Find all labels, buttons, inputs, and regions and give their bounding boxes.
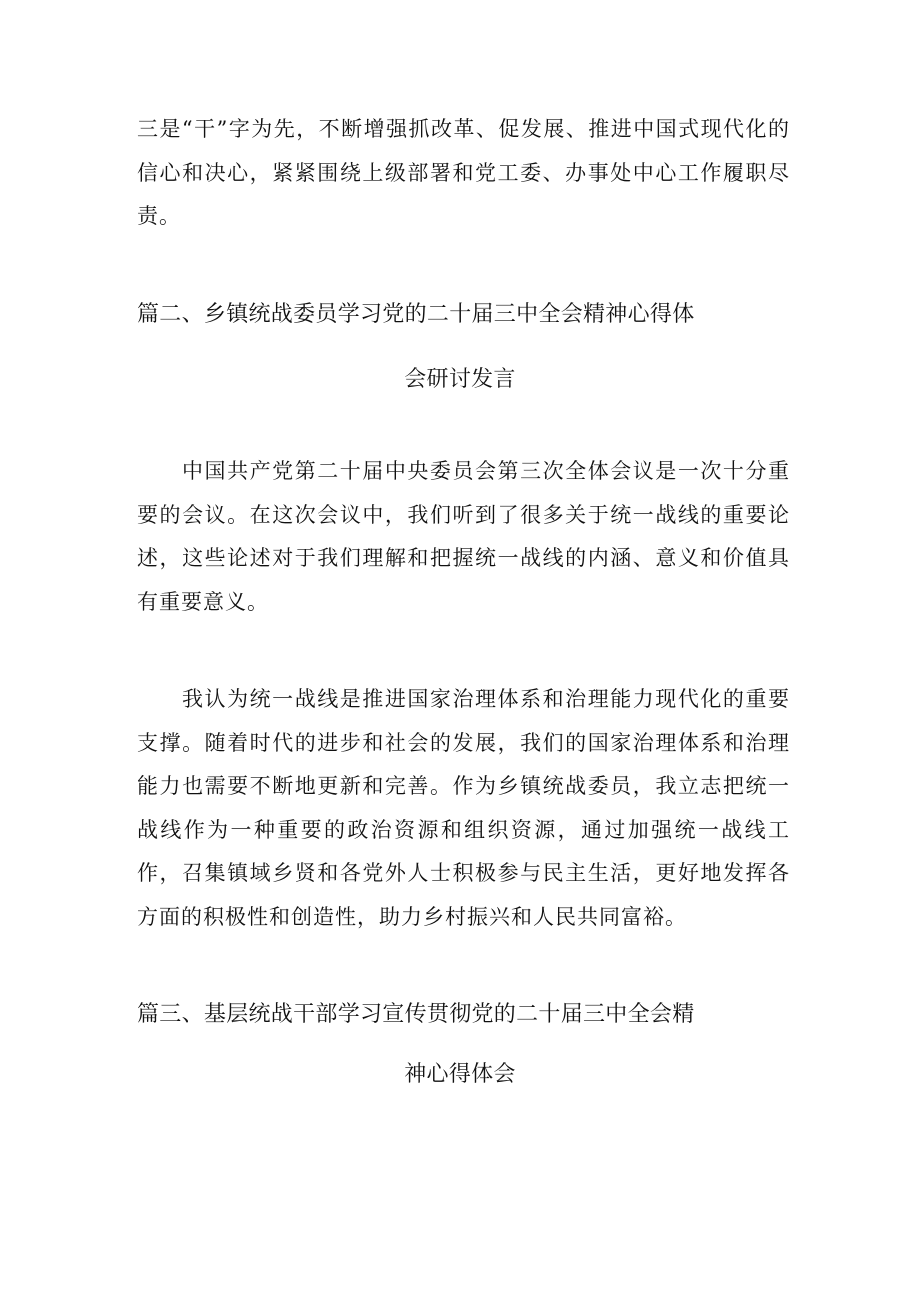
paragraph-san-shi-gan: 三是“干”字为先，不断增强抓改革、促发展、推进中国式现代化的信心和决心，紧紧围绕上级部署和党工委、办事处中心工作履职尽责。 xyxy=(137,117,790,228)
paragraph-plenum-importance: 中国共产党第二十届中央委员会第三次全体会议是一次十分重要的会议。在这次会议中，我们听到了很多关于统一战线的重要论述，这些论述对于我们理解和把握统一战线的内涵、意义和价值具有重要意义。 xyxy=(137,459,790,614)
section-heading-2-line-1: 篇二、乡镇统战委员学习党的二十届三中全会精神心得体 xyxy=(137,302,695,327)
paragraph-united-front-support: 我认为统一战线是推进国家治理体系和治理能力现代化的重要支撑。随着时代的进步和社会的发展，我们的国家治理体系和治理能力也需要不断地更新和完善。作为乡镇统战委员，我立志把统一战线作为一种重要的政治资源和组织资源，通过加强统一战线工作，召集镇域乡贤和各党外人士积极参与民主生活，更好地发挥各方面的积极性和创造性，助力乡村振兴和人民共同富裕。 xyxy=(137,687,790,929)
section-heading-3-line-2: 神心得体会 xyxy=(404,1062,516,1087)
section-heading-3-line-1: 篇三、基层统战干部学习宣传贯彻党的二十届三中全会精 xyxy=(137,1002,695,1027)
section-heading-2-line-2: 会研讨发言 xyxy=(404,367,516,392)
